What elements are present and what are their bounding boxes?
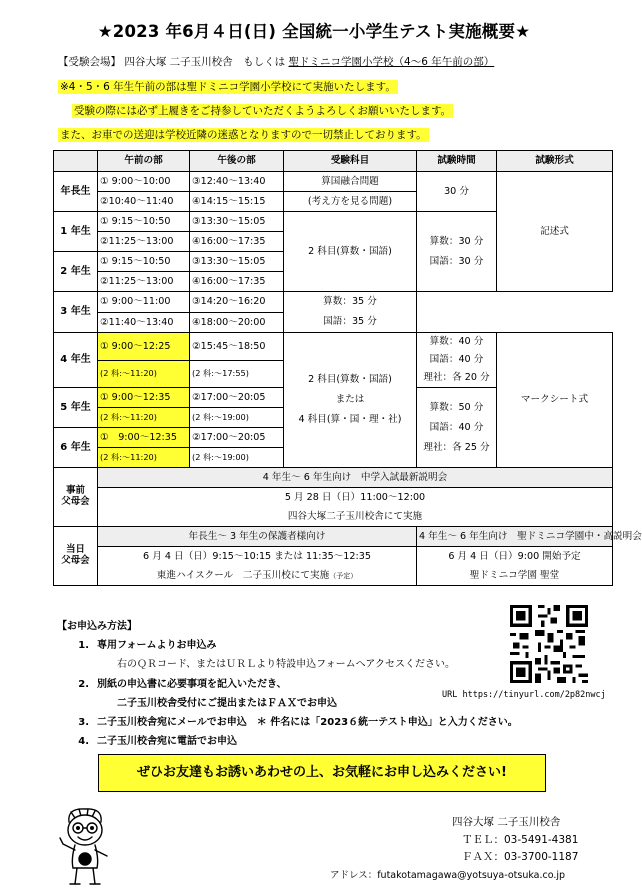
apply-sub: 右のＱＲコード、またはＵＲＬより特設申込フォームへアクセスください。 xyxy=(117,659,455,671)
time-g12 xyxy=(417,212,497,292)
apply-num: 4. xyxy=(78,736,89,748)
time-g56 xyxy=(417,388,497,468)
day-left-place-cell xyxy=(98,566,417,586)
am-slot: ②11:25～13:00 xyxy=(98,232,190,252)
contact-block xyxy=(330,814,579,884)
time-g3-jp: 国語：35 分 xyxy=(323,316,377,327)
day-right-title: 4 年生～ 6 年生向け 聖ドミニコ学園中・高説明会 xyxy=(417,527,613,547)
am-slot: ① 9:00～11:00 xyxy=(98,292,190,313)
am-note: (2 科:～11:20) xyxy=(98,448,190,468)
apply-heading: 【お申込み方法】 xyxy=(57,621,137,632)
am-slot: ① 9:15～10:50 xyxy=(98,252,190,272)
am-note: (2 科:～11:20) xyxy=(98,408,190,428)
time-g56-sci: 理社：各 25 分 xyxy=(423,441,490,453)
pre-meeting-row xyxy=(54,468,613,488)
am-slot: ① 9:00～12:25 xyxy=(98,333,190,361)
contact-tel: ＴＥＬ：03-5491-4381 xyxy=(462,833,579,846)
pre-meeting-row xyxy=(54,507,613,527)
format-marksheet: マークシート式 xyxy=(497,333,613,468)
pm-slot: ④16:00～17:35 xyxy=(190,232,284,252)
day-right-place: 聖ドミニコ学園 聖堂 xyxy=(417,566,613,586)
invite-banner: ぜひお友達もお誘いあわせの上、お気軽にお申し込みください! xyxy=(98,754,546,792)
schedule-table xyxy=(53,150,642,586)
pm-slot: ②17:00～20:05 xyxy=(190,428,284,448)
apply-num: 3. xyxy=(78,717,89,729)
venue-alt: 聖ドミニコ学園小学校（4～6 年午前の部） xyxy=(288,56,495,68)
subject-g12: 2 科目(算数・国語) xyxy=(284,212,417,292)
venue-label: 【受験会場】 xyxy=(58,56,121,68)
pm-slot: ②17:00～20:05 xyxy=(190,388,284,408)
grade-nencho: 年長生 xyxy=(54,172,98,212)
table-row xyxy=(54,292,613,313)
subject-g4to6-or: または xyxy=(335,394,365,405)
time-g3 xyxy=(284,292,417,333)
grade-6: 6 年生 xyxy=(54,428,98,468)
header-empty xyxy=(54,151,98,172)
header-am: 午前の部 xyxy=(98,151,190,172)
am-slot: ②11:40～13:40 xyxy=(98,312,190,333)
subject-nencho-2: (考え方を見る問題) xyxy=(284,192,417,212)
grade-3: 3 年生 xyxy=(54,292,98,333)
day-left-place: 東進ハイスクール 二子玉川校にて実施 xyxy=(156,569,330,581)
apply-text: 二子玉川校舎宛にメールでお申込 ＊ 件名には「2023６統一テスト申込」と入力ください。 xyxy=(97,717,518,729)
page-title: ★2023 年6月４日(日) 全国統一小学生テスト実施概要★ xyxy=(97,22,531,41)
apply-num: 1. xyxy=(78,640,89,652)
apply-item-3 xyxy=(57,713,518,732)
time-g4-sci: 理社：各 20 分 xyxy=(423,372,490,383)
am-slot: ① 9:15～10:50 xyxy=(98,212,190,232)
time-g12-math: 算数：30 分 xyxy=(429,235,484,247)
time-g56-math: 算数：50 分 xyxy=(429,401,484,413)
pm-slot: ④14:15～15:15 xyxy=(190,192,284,212)
time-g4-math: 算数：40 分 xyxy=(429,336,484,347)
contact-address[interactable]: アドレス：futakotamagawa@yotsuya-otsuka.co.jp xyxy=(330,869,566,881)
am-slot: ②10:40～11:40 xyxy=(98,192,190,212)
am-slot: ① 9:00～10:00 xyxy=(98,172,190,192)
pm-slot: ③12:40～13:40 xyxy=(190,172,284,192)
contact-name: 四谷大塚 二子玉川校舎 xyxy=(452,816,561,828)
apply-item-1 xyxy=(57,636,518,655)
time-g4-jp: 国語：40 分 xyxy=(429,354,484,365)
pm-slot: ②15:45～18:50 xyxy=(190,333,284,361)
am-slot: ① 9:00～12:35 xyxy=(98,388,190,408)
pre-label-2: 父母会 xyxy=(61,496,90,507)
pm-slot: ③13:30～15:05 xyxy=(190,212,284,232)
header-time: 試験時間 xyxy=(417,151,497,172)
notice-2: 受験の際には必ず上履きをご持参していただくようよろしくお願いいたします。 xyxy=(74,105,452,117)
subject-g4to6-2: 2 科目(算数・国語) xyxy=(308,374,392,385)
day-meeting-row xyxy=(54,547,613,567)
apply-text: 二子玉川校舎宛に電話でお申込 xyxy=(97,736,237,748)
header-pm: 午後の部 xyxy=(190,151,284,172)
pm-slot: ③14:20～16:20 xyxy=(190,292,284,313)
notice-1: ※4・5・6 年生午前の部は聖ドミニコ学園小学校にて実施いたします。 xyxy=(60,81,396,93)
mascot-icon xyxy=(55,804,115,888)
format-written: 記述式 xyxy=(497,172,613,292)
table-row xyxy=(54,333,613,361)
pm-note: (2 科:～17:55) xyxy=(190,360,284,388)
pre-label-1: 事前 xyxy=(66,485,85,497)
venue-line xyxy=(58,54,494,69)
grade-1: 1 年生 xyxy=(54,212,98,252)
apply-sub: 二子玉川校舎受付にご提出またはＦＡＸでお申込 xyxy=(117,697,337,709)
day-left-note: （予定） xyxy=(329,571,358,580)
apply-item-4 xyxy=(57,732,518,751)
apply-section xyxy=(57,617,518,751)
day-meeting-label xyxy=(54,527,98,586)
am-slot: ① 9:00～12:35 xyxy=(98,428,190,448)
pre-meeting-label xyxy=(54,468,98,527)
pm-slot: ③13:30～15:05 xyxy=(190,252,284,272)
subject-g4to6 xyxy=(284,333,417,468)
table-header-row xyxy=(54,151,613,172)
pre-meeting-date: 5 月 28 日（日）11:00～12:00 xyxy=(98,488,613,508)
qr-code-icon[interactable] xyxy=(510,605,588,683)
grade-5: 5 年生 xyxy=(54,388,98,428)
time-g3-math: 算数：35 分 xyxy=(323,296,377,307)
day-meeting-row xyxy=(54,566,613,586)
pm-slot: ④16:00～17:35 xyxy=(190,272,284,292)
grade-2: 2 年生 xyxy=(54,252,98,292)
time-nencho: 30 分 xyxy=(417,172,497,212)
pm-slot: ④18:00～20:00 xyxy=(190,312,284,333)
grade-4: 4 年生 xyxy=(54,333,98,388)
venue-text: 四谷大塚 二子玉川校舎 もしくは xyxy=(124,56,286,68)
apply-text: 別紙の申込書に必要事項を記入いただき、 xyxy=(97,678,287,690)
apply-text: 専用フォームよりお申込み xyxy=(97,640,217,652)
notice-3: また、お車での送迎は学校近隣の迷惑となりますので一切禁止しております。 xyxy=(60,129,427,141)
subject-g4to6-4: 4 科目(算・国・理・社) xyxy=(298,414,402,425)
am-slot: ②11:25～13:00 xyxy=(98,272,190,292)
pre-meeting-title: 4 年生～ 6 年生向け 中学入試最新説明会 xyxy=(98,468,613,488)
am-note: (2 科:～11:20) xyxy=(98,360,190,388)
contact-fax: ＦＡＸ：03-3700-1187 xyxy=(462,851,579,863)
pre-meeting-row xyxy=(54,488,613,508)
header-format: 試験形式 xyxy=(497,151,613,172)
day-meeting-row xyxy=(54,527,613,547)
pm-note: (2 科:～19:00) xyxy=(190,448,284,468)
day-left-title: 年長生～ 3 年生の保護者様向け xyxy=(98,527,417,547)
subject-nencho-1: 算国融合問題 xyxy=(284,172,417,192)
pre-meeting-place: 四谷大塚二子玉川校舎にて実施 xyxy=(98,507,613,527)
apply-num: 2. xyxy=(78,678,89,690)
day-label-2: 父母会 xyxy=(61,555,90,566)
time-g4 xyxy=(417,333,497,388)
pm-note: (2 科:～19:00) xyxy=(190,408,284,428)
apply-url[interactable]: URL https://tinyurl.com/2p82nwcj xyxy=(442,690,606,700)
day-right-time: 6 月 4 日（日）9:00 開始予定 xyxy=(417,547,613,567)
day-left-time: 6 月 4 日（日）9:15～10:15 または 11:35～12:35 xyxy=(98,547,417,567)
table-row xyxy=(54,172,613,192)
header-subject: 受験科目 xyxy=(284,151,417,172)
time-g12-jp: 国語：30 分 xyxy=(429,255,484,267)
time-g56-jp: 国語：40 分 xyxy=(429,421,484,433)
day-label-1: 当日 xyxy=(66,544,85,556)
